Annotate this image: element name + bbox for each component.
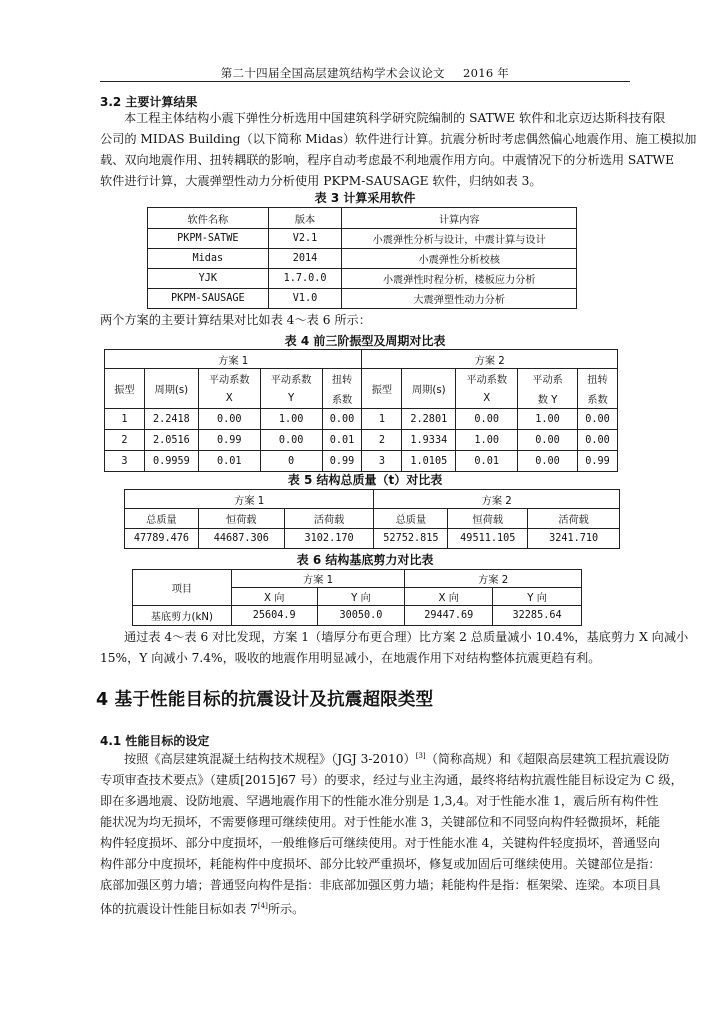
text-run: 体的抗震设计性能目标如表 7 (100, 902, 258, 917)
table-cell: 0.01 (198, 451, 260, 472)
table-row (148, 229, 577, 249)
table-header-cell: 软件名称 (148, 208, 269, 229)
paragraph-line (100, 896, 630, 920)
table-cell: 25604.9 (231, 606, 317, 626)
section-3-2-paragraph (100, 108, 697, 192)
table-header-cell: 恒荷载 (198, 509, 284, 529)
plan-2-header: 方案 2 (362, 350, 618, 369)
table-cell: 3241.710 (528, 529, 620, 549)
table-cell: 29447.69 (405, 606, 493, 626)
citation-ref: [4] (257, 902, 268, 911)
header-year: 2016 年 (462, 66, 510, 80)
table-cell: 2014 (268, 249, 342, 269)
table-header-cell: 总质量 (374, 509, 448, 529)
paragraph-line: 即在多遇地震、设防地震、罕遇地震作用下的性能水准分别是 1,3,4。对于性能水准 1，震后所有构件性 (100, 794, 659, 809)
table-cell: V2.1 (268, 229, 342, 249)
table-cell: 0.00 (577, 430, 617, 451)
table-cell: PKPM-SAUSAGE (148, 289, 269, 309)
table-cell: 0.9959 (144, 451, 198, 472)
running-header (100, 65, 630, 81)
translation-y-subheader: Y (260, 389, 322, 409)
row-label: 基底剪力(kN) (133, 606, 232, 626)
compare-intro (100, 310, 630, 331)
table-cell: 2.2801 (402, 409, 456, 430)
period-header: 周期(s) (144, 369, 198, 409)
table-cell: 1.00 (518, 409, 578, 430)
table-cell: 49511.105 (448, 529, 528, 549)
table-row (148, 249, 577, 269)
mode-header: 振型 (362, 369, 402, 409)
table-row (148, 289, 577, 309)
text-run: （简称高规）和《超限高层建筑工程抗震设防 (425, 752, 670, 767)
direction-header: Y 向 (317, 588, 405, 606)
table-cell: 1.7.0.0 (268, 269, 342, 289)
table-cell: 30050.0 (317, 606, 405, 626)
table-cell: 3102.170 (284, 529, 374, 549)
table-cell: 2.0516 (144, 430, 198, 451)
direction-header: X 向 (405, 588, 493, 606)
translation-x-subheader: X (456, 389, 518, 409)
paragraph-line: 专项审查技术要点》（建质[2015]67 号）的要求，经过与业主沟通，最终将结构抗震性能目标设定为 C 级， (100, 773, 683, 788)
table-cell: 0.00 (518, 430, 578, 451)
table-header-row (125, 490, 620, 509)
table-header-row (148, 208, 577, 229)
table-cell: 1.00 (456, 430, 518, 451)
table-cell: 1 (362, 409, 402, 430)
section-3-2-heading: 3.2 主要计算结果 (100, 95, 198, 109)
table-cell: 3 (105, 451, 145, 472)
table-cell: 小震弹性时程分析，楼板应力分析 (342, 269, 577, 289)
plan-2-header: 方案 2 (405, 570, 582, 588)
table-header-cell: 总质量 (125, 509, 199, 529)
table-cell: 2 (362, 430, 402, 451)
paragraph-line: 通过表 4～表 6 对比发现，方案 1（墙厚分布更合理）比方案 2 总质量减小 10.4%，基底剪力 X 向减小 (124, 630, 689, 644)
translation-y-header: 平动系 (518, 369, 578, 389)
table-cell: 0.00 (577, 409, 617, 430)
translation-y-header: 平动系数 (260, 369, 322, 389)
plan-1-header: 方案 1 (105, 350, 362, 369)
table-cell: 0.00 (518, 451, 578, 472)
table-6 (132, 569, 582, 626)
summary-paragraph (100, 627, 689, 669)
paragraph-line: 底部加强区剪力墙；普通竖向构件是指：非底部加强区剪力墙；耗能构件是指：框架梁、连梁。本项目具 (100, 878, 661, 893)
table-header-row (105, 369, 618, 389)
torsion-subheader: 系数 (577, 389, 617, 409)
table-header-row (133, 570, 582, 588)
table-cell: 1.9334 (402, 430, 456, 451)
table-6-caption: 表 6 结构基底剪力对比表 (296, 553, 434, 567)
paragraph-line: 本工程主体结构小震下弹性分析选用中国建筑科学研究院编制的 SATWE 软件和北京迈达斯科技有限 (124, 111, 666, 125)
plan-1-header: 方案 1 (125, 490, 374, 509)
item-header: 项目 (133, 570, 232, 606)
paragraph-line: 构件部分中度损坏，耗能构件中度损坏、部分比较严重损坏，修复或加固后可继续使用。关键部位是指： (100, 857, 661, 872)
table-row (105, 409, 618, 430)
table-header-cell: 恒荷载 (448, 509, 528, 529)
header-title: 第二十四届全国高层建筑结构学术会议论文 (220, 66, 445, 80)
direction-header: Y 向 (493, 588, 582, 606)
table-cell: 0.01 (322, 430, 362, 451)
table-3-caption: 表 3 计算采用软件 (314, 191, 416, 205)
table-cell: Midas (148, 249, 269, 269)
table-header-row (125, 509, 620, 529)
table-cell: 47789.476 (125, 529, 199, 549)
mode-header: 振型 (105, 369, 145, 409)
paragraph-line: 公司的 MIDAS Building（以下简称 Midas）软件进行计算。抗震分析时考虑偶然偏心地震作用、施工模拟加 (100, 132, 697, 146)
table-cell: 52752.815 (374, 529, 448, 549)
table-cell: 2 (105, 430, 145, 451)
paragraph-line: 能状况为均无损坏，不需要修理可继续使用。对于性能水准 3，关键部位和不同竖向构件轻微损坏，耗能 (100, 815, 661, 830)
table-cell: 大震弹塑性动力分析 (342, 289, 577, 309)
table-cell: 0.99 (198, 430, 260, 451)
text-run: 所示。 (267, 902, 305, 917)
paragraph-line: 两个方案的主要计算结果对比如表 4～表 6 所示： (100, 313, 371, 327)
table-row (105, 430, 618, 451)
translation-x-header: 平动系数 (198, 369, 260, 389)
table-4 (104, 349, 618, 472)
table-header-cell: 活荷载 (284, 509, 374, 529)
table-cell: 0.99 (577, 451, 617, 472)
table-header-cell: 活荷载 (528, 509, 620, 529)
paragraph-line: 15%，Y 向减小 7.4%，吸收的地震作用明显减小，在地震作用下对结构整体抗震更趋有利。 (100, 651, 601, 665)
table-cell: 0.00 (260, 430, 322, 451)
table-header-cell: 计算内容 (342, 208, 577, 229)
torsion-header: 扭转 (577, 369, 617, 389)
table-cell: 1.00 (260, 409, 322, 430)
table-3 (147, 207, 577, 309)
header-rule (100, 81, 630, 82)
table-cell: 0.01 (456, 451, 518, 472)
table-cell: 0.99 (322, 451, 362, 472)
table-cell: 1 (105, 409, 145, 430)
table-cell: 0 (260, 451, 322, 472)
table-cell: 3 (362, 451, 402, 472)
table-cell: 44687.306 (198, 529, 284, 549)
table-cell: 1.0105 (402, 451, 456, 472)
table-5-caption: 表 5 结构总质量（t）对比表 (287, 473, 443, 487)
torsion-header: 扭转 (322, 369, 362, 389)
torsion-subheader: 系数 (322, 389, 362, 409)
period-header: 周期(s) (402, 369, 456, 409)
paragraph-line (100, 746, 670, 770)
section-4-heading: 4 基于性能目标的抗震设计及抗震超限类型 (96, 690, 434, 710)
table-cell: 2.2418 (144, 409, 198, 430)
plan-1-header: 方案 1 (231, 570, 405, 588)
translation-x-subheader: X (198, 389, 260, 409)
table-header-row (105, 350, 618, 369)
table-row (105, 451, 618, 472)
table-cell: 0.00 (322, 409, 362, 430)
direction-header: X 向 (231, 588, 317, 606)
table-5 (124, 489, 620, 549)
text-run: 按照《高层建筑混凝土结构技术规程》（JGJ 3-2010） (124, 752, 416, 767)
table-row (148, 269, 577, 289)
plan-2-header: 方案 2 (374, 490, 620, 509)
paragraph-line: 构件轻度损坏、部分中度损坏，一般维修后可继续使用。对于性能水准 4，关键构件轻度损坏，普通竖向 (100, 836, 661, 851)
section-4-1-paragraph (100, 746, 683, 920)
table-header-cell: 版本 (268, 208, 342, 229)
table-cell: PKPM-SATWE (148, 229, 269, 249)
translation-y-subheader: 数 Y (518, 389, 578, 409)
table-cell: 0.00 (456, 409, 518, 430)
table-4-caption: 表 4 前三阶振型及周期对比表 (284, 334, 446, 348)
table-cell: V1.0 (268, 289, 342, 309)
section-4-1-heading: 4.1 性能目标的设定 (100, 734, 210, 748)
table-cell: YJK (148, 269, 269, 289)
paragraph-line: 软件进行计算，大震弹塑性动力分析使用 PKPM-SAUSAGE 软件，归纳如表 3。 (100, 174, 542, 188)
table-row (133, 606, 582, 626)
table-cell: 小震弹性分析校核 (342, 249, 577, 269)
table-cell: 0.00 (198, 409, 260, 430)
paragraph-line: 载、双向地震作用、扭转耦联的影响，程序自动考虑最不利地震作用方向。中震情况下的分析选用 SATWE (100, 153, 674, 167)
table-row (125, 529, 620, 549)
citation-ref: [3] (415, 752, 426, 760)
translation-x-header: 平动系数 (456, 369, 518, 389)
table-cell: 小震弹性分析与设计，中震计算与设计 (342, 229, 577, 249)
table-cell: 32285.64 (493, 606, 582, 626)
